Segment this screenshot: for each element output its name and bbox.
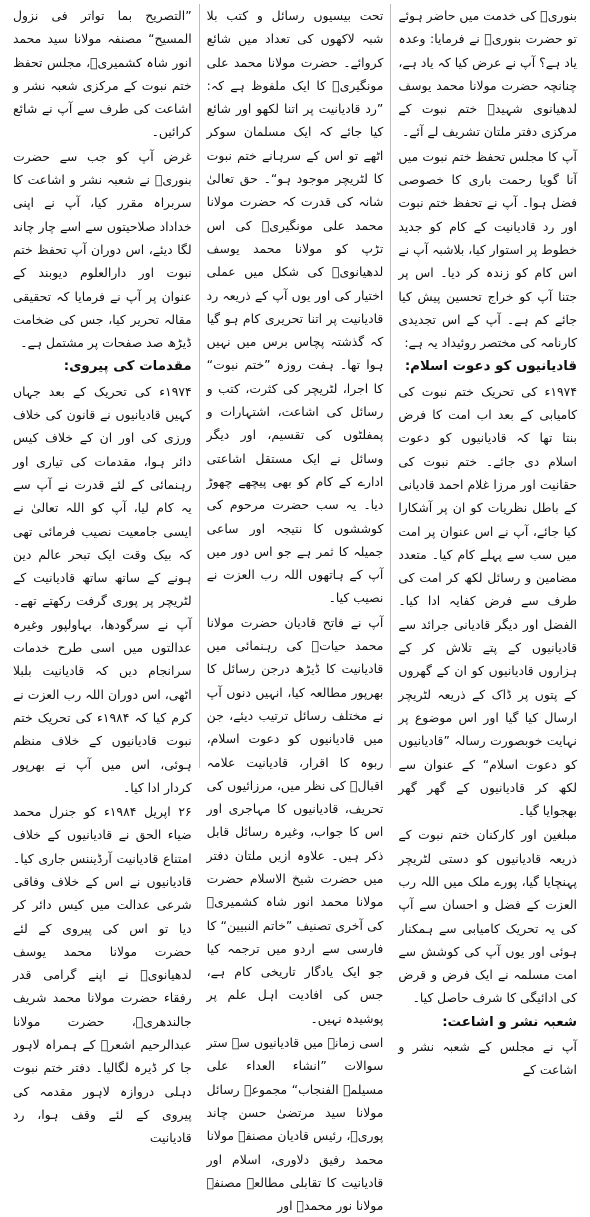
paragraph: ۱۹۷۴ء کی تحریک ختم نبوت کی کامیابی کے بعد اب امت کا فرض بنتا تھا کہ قادیانیوں کو دعوت اسلام دی جائے۔ ختم نبوت کی حقانیت اور مرزا غلام احمد قادیانی کے باطل نظریات کو ان پر آشکارا کیا جائے، آپ نے اس عنوان پر امت میں سب سے پہلے کام کیا۔ متعدد مضامین و رسائل لکھ کر امت کی طرف سے فرض کفایہ ادا کیا۔ الفضل اور دیگر قادیانی جرائد سے قادیانیوں کے پتے تلاش کر کے ہزاروں قادیانیوں کو ان کے گھروں کے پتوں پر ڈاک کے ذریعہ لٹریچر ارسال کیا گیا اور اس موضوع پر نہایت خوبصورت رسالہ ”قادیانیوں کو دعوت اسلام“ کے عنوان سے لکھ کر قادیانیوں کے گھر گھر بھجوایا گیا۔: [398, 383, 577, 819]
paragraph: ۲۶ اپریل ۱۹۸۴ء کو جنرل محمد ضیاء الحق نے قادیانیوں کے خلاف امتناع قادیانیت آرڈیننس جاری کیا۔ قادیانیوں نے اس کے خلاف وفاقی شرعی عدالت میں کیس دائر کر دیا تو اس کی پیروی کے لئے حضرت مولانا محمد یوسف لدھیانویؒ نے اپنے گرامی قدر رفقاء حضرت مولانا محمد شریف جالندھریؒ، حضرت مولانا عبدالرحیم اشعرؒ کے ہمراہ لاہور جا کر ڈیرہ لگالیا۔ دفتر ختم نبوت دہلی دروازہ لاہور مقدمہ کی پیروی کے لئے وقف ہوا، رد قادیانیت: [13, 804, 192, 1146]
column-middle: [199, 4, 392, 1214]
paragraph: مبلغین اور کارکنان ختم نبوت کے ذریعہ قادیانیوں کو دستی لٹریچر پہنچایا گیا، پورے ملک میں اللہ رب العزت کے فضل و احسان سے آپ کی یہ تحریک کامیابی سے ہمکنار ہوئی اور یوں آپ کی کوشش سے امت مسلمہ نے ایک فرض و قرض کی ادائیگی کا شرف حاصل کیا۔: [398, 827, 577, 1006]
section-heading: مقدمات کی پیروی:: [63, 359, 192, 375]
section-heading: قادیانیوں کو دعوت اسلام:: [404, 359, 577, 375]
newspaper-page: [6, 4, 584, 1214]
column-right: [391, 4, 584, 1078]
paragraph: غرض آپ کو جب سے حضرت بنوریؒ نے شعبہ نشر و اشاعت کا سربراہ مقرر کیا، آپ نے اپنی خداداد صلاحیتوں سے اسے چار چاند لگا دیئے، اس دوران آپ تحفظ ختم نبوت اور دارالعلوم دیوبند کے عنوان پر آپ نے فرمایا کہ تحقیقی مقالہ تحریر کیا، جس کی ضخامت ڈیڑھ صد صفحات پر مشتمل ہے۔: [13, 148, 192, 351]
paragraph: ”التصریح بما تواتر فی نزول المسیح“ مصنفہ مولانا سید محمد انور شاہ کشمیریؒ، مجلس تحفظ ختم نبوت کے مرکزی شعبہ نشر و اشاعت کی طرف سے آپ نے شائع کرائیں۔: [13, 8, 192, 140]
paragraph: تحت بیسیوں رسائل و کتب بلا شبہ لاکھوں کی تعداد میں شائع کروائے۔ حضرت مولانا محمد علی مونگیریؒ کا ایک ملفوظ ہے کہ: ”رد قادیانیت پر اتنا لکھو اور شائع کیا جائے کہ ایک مسلمان سوکر اٹھے تو اس کے سرہانے ختم نبوت کا لٹریچر موجود ہو“۔ حق تعالیٰ شانہ کی قدرت کہ حضرت مولانا محمد علی مونگیریؒ کی اس تڑپ کو مولانا محمد یوسف لدھیانویؒ کی شکل میں عملی اختیار کی اور یوں آپ کے ذریعہ رد قادیانیت پر اتنا تحریری کام ہو گیا کہ گذشتہ پچاس برس میں نہیں ہوا تھا۔ ہفت روزہ ”ختم نبوت“ کا اجرا، لٹریچر کی کثرت، کتب و رسائل کی اشاعت، اشتہارات و پمفلٹوں کی تقسیم، اور دیگر وسائل نے ایک مستقل اشاعتی ادارے کے کام کو بھی پیچھے چھوڑ دیا۔ یہ سب حضرت مرحوم کی کوششوں کا نتیجہ اور ساعی جمیلہ کا ثمر ہے جو اس دور میں آپ کے ہاتھوں اللہ رب العزت نے نصیب کیا۔: [206, 8, 384, 606]
section-heading: شعبہ نشر و اشاعت:: [442, 1014, 577, 1030]
paragraph: اسی زمانہ میں قادیانیوں سے ستر سوالات ”انشاء العداء علی مسیلمۃ الفنجاب“ مجموعہ رسائل مولانا سید مرتضیٰ حسن چاند پوریؒ، رئیس قادیان مصنفہ مولانا محمد رفیق دلاوری، اسلام اور قادیانیت کا تقابلی مطالعہ مصنفہ مولانا نور محمدؒ اور: [206, 1035, 384, 1214]
paragraph: آپ نے فاتح قادیان حضرت مولانا محمد حیاتؒ کی رہنمائی میں قادیانیت کا ڈیڑھ درجن رسائل کا بھرپور مطالعہ کیا، انہیں دنوں آپ نے مختلف رسائل ترتیب دیئے، جن میں قادیانیوں کو دعوت اسلام، ربوہ کا اقرار، قادیانیت علامہ اقبالؒ کی نظر میں، مرزائیوں کی تحریف، قادیانیوں کا مہاجری اور اس کا جواب، وغیرہ رسائل قابل ذکر ہیں۔ علاوہ ازیں ملتان دفتر میں حضرت شیخ الاسلام حضرت مولانا محمد انور شاہ کشمیریؒ کی آخری تصنیف ”خاتم النبیین“ کا فارسی سے اردو میں ترجمہ کیا جو ایک یادگار تاریخی کام ہے، جس کی افادیت اہل علم پر پوشیدہ نہیں۔: [206, 614, 384, 1026]
paragraph: بنوریؒ کی خدمت میں حاضر ہوئے تو حضرت بنوریؒ نے فرمایا: وعدہ یاد ہے؟ آپ نے عرض کیا کہ یاد ہے، چنانچہ حضرت مولانا محمد یوسف لدھیانوی شہیدؒ ختم نبوت کے مرکزی دفتر ملتان تشریف لے آئے۔: [398, 8, 577, 140]
column-left: [6, 4, 199, 1146]
paragraph: آپ کا مجلس تحفظ ختم نبوت میں آنا گویا رحمت باری کا خصوصی فضل ہوا۔ آپ نے تحفظ ختم نبوت اور رد قادیانیت کے کام کو جدید خطوط پر استوار کیا، بلاشبہ آپ نے اس کام کو زندہ کر دیا۔ اس پر جتنا آپ کو خراج تحسین پیش کیا جائے کم ہے۔ آپ کے اس تجدیدی کارنامہ کی مختصر روئیداد یہ ہے:: [398, 148, 577, 351]
paragraph: آپ نے مجلس کے شعبہ نشر و اشاعت کے: [398, 1039, 577, 1078]
paragraph: ۱۹۷۴ء کی تحریک کے بعد جہاں کہیں قادیانیوں نے قانون کی خلاف ورزی کی اور ان کے خلاف کیس دائر ہوا، مقدمات کی تیاری اور رہنمائی کے لئے قدرت نے آپ سے یہ کام لیا، آپ کو اللہ تعالیٰ نے ایسی جامعیت نصیب فرمائی تھی کہ بیک وقت ایک تبحر عالم دین ہونے کے ساتھ ساتھ قادیانیت کے لٹریچر پر پوری گرفت رکھتے تھے۔ آپ نے سرگودھا، بہاولپور وغیرہ عدالتوں میں اسی طرح خدمات سرانجام دیں کہ قادیانیت بلبلا اٹھی، اس دوران اللہ رب العزت نے کرم کیا کہ ۱۹۸۴ء کی تحریک ختم نبوت قادیانیوں کے خلاف منظم ہوئی، اس میں آپ نے بھرپور کردار ادا کیا۔: [13, 383, 192, 795]
